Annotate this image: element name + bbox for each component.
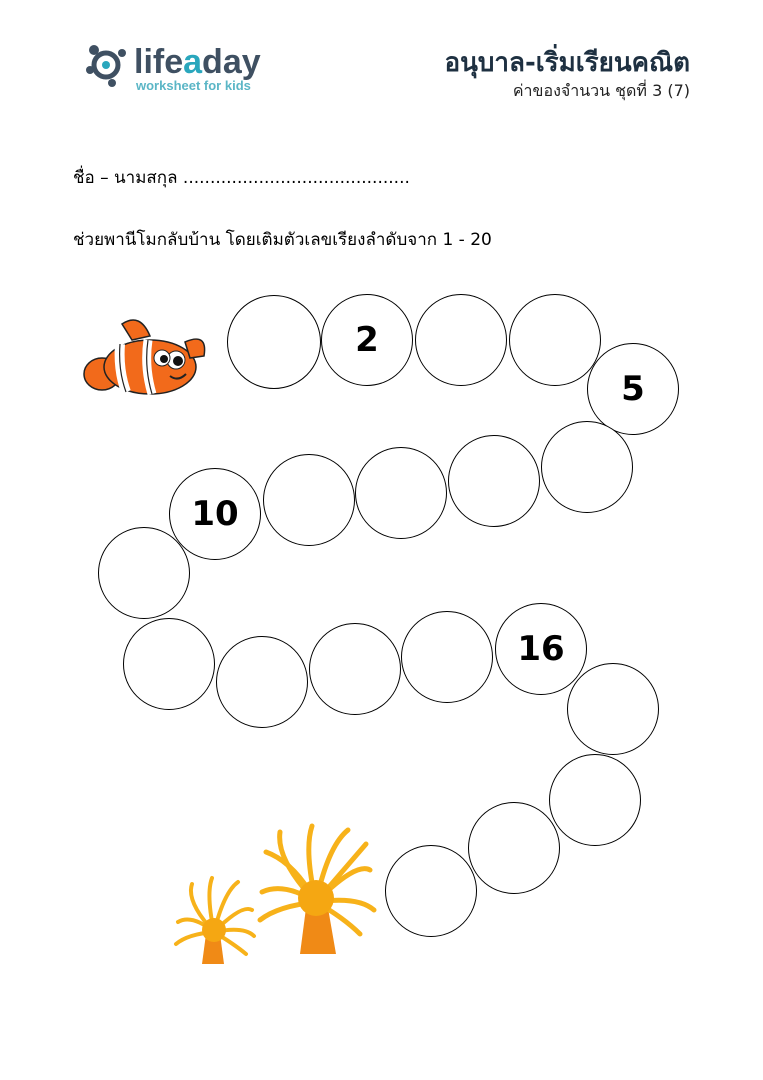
path-circle-7[interactable] bbox=[448, 435, 540, 527]
clownfish-icon bbox=[80, 312, 210, 402]
lifeaday-logo bbox=[82, 40, 282, 96]
path-circle-14[interactable] bbox=[309, 623, 401, 715]
path-circle-20[interactable] bbox=[385, 845, 477, 937]
path-circle-8[interactable] bbox=[355, 447, 447, 539]
path-circle-9[interactable] bbox=[263, 454, 355, 546]
large-anemone-icon bbox=[256, 822, 378, 956]
path-circle-2[interactable]: 2 bbox=[321, 294, 413, 386]
path-circle-5[interactable]: 5 bbox=[587, 343, 679, 435]
logo-molecule-icon bbox=[82, 40, 132, 90]
path-circle-16[interactable]: 16 bbox=[495, 603, 587, 695]
page-title: อนุบาล-เริ่มเรียนคณิต bbox=[444, 48, 690, 78]
logo-tagline: worksheet for kids bbox=[136, 78, 251, 93]
instruction-text: ช่วยพานีโมกลับบ้าน โดยเติมตัวเลขเรียงลำดับจาก 1 - 20 bbox=[73, 230, 492, 250]
logo-word-suffix: day bbox=[202, 43, 261, 81]
path-circle-12[interactable] bbox=[123, 618, 215, 710]
path-circle-3[interactable] bbox=[415, 294, 507, 386]
page-subtitle: ค่าของจำนวน ชุดที่ 3 (7) bbox=[512, 81, 690, 100]
path-circle-18[interactable] bbox=[549, 754, 641, 846]
path-circle-6[interactable] bbox=[541, 421, 633, 513]
path-circle-4[interactable] bbox=[509, 294, 601, 386]
name-field[interactable]: ชื่อ – นามสกุล .......................................... bbox=[73, 168, 410, 188]
path-circle-15[interactable] bbox=[401, 611, 493, 703]
path-circle-1[interactable] bbox=[227, 295, 321, 389]
path-circle-17[interactable] bbox=[567, 663, 659, 755]
logo-wordmark bbox=[134, 42, 261, 82]
path-circle-10[interactable]: 10 bbox=[169, 468, 261, 560]
path-circle-13[interactable] bbox=[216, 636, 308, 728]
path-circle-19[interactable] bbox=[468, 802, 560, 894]
small-anemone-icon bbox=[172, 874, 258, 966]
logo-word-prefix: life bbox=[134, 43, 184, 81]
path-circle-11[interactable] bbox=[98, 527, 190, 619]
logo-word-accent-letter: a bbox=[183, 43, 203, 81]
